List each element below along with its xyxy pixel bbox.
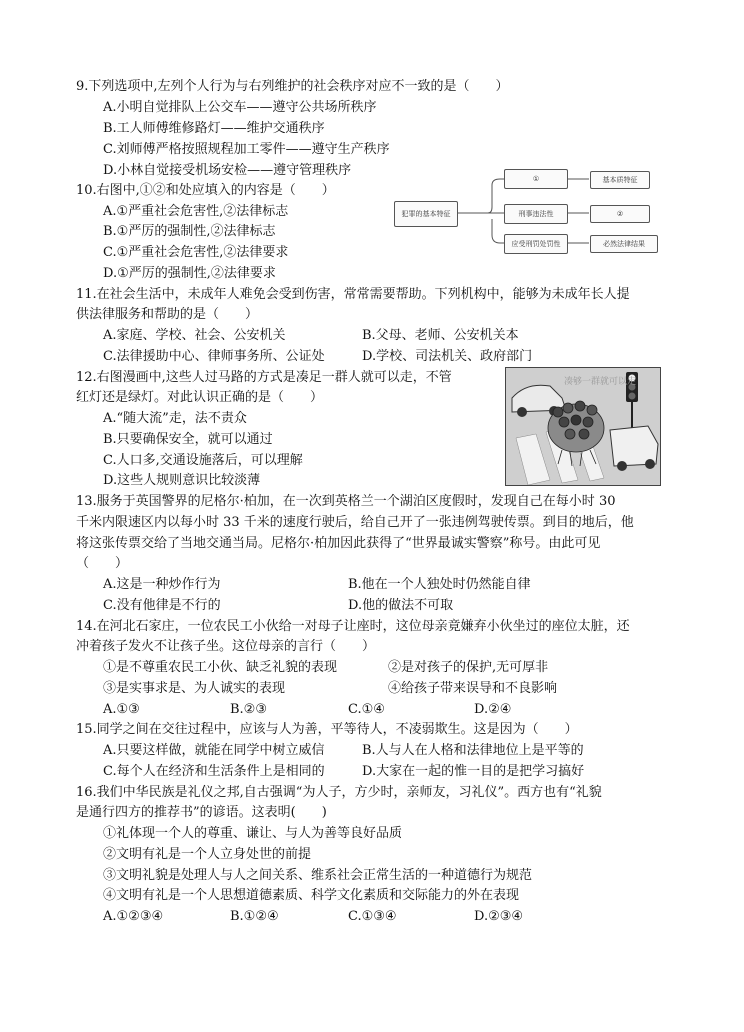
q15-option-c: C.每个人在经济和生活条件上是相同的 bbox=[103, 764, 325, 779]
q16-item-3: ③文明礼貌是处理人与人之间关系、维系社会正常生活的一种道德行为规范 bbox=[103, 868, 533, 883]
q14-item-1: ①是不尊重农民工小伙、缺乏礼貌的表现 bbox=[103, 660, 338, 675]
q12-option-c: C.人口多,交通设施落后，可以理解 bbox=[103, 453, 303, 468]
q16-item-4: ④文明有礼是一个人思想道德素质、科学文化素质和交际能力的外在表现 bbox=[103, 888, 520, 903]
q14-stem-line1: 14.在河北石家庄，一位农民工小伙给一对母子让座时，这位母亲竟嫌弃小伙坐过的座位太脏，还 bbox=[76, 619, 630, 634]
q13-option-c: C.没有他律是不行的 bbox=[103, 598, 221, 613]
diagram-result-3: 必然法律结果 bbox=[590, 235, 658, 253]
q14-option-b: B.②③ bbox=[230, 702, 267, 717]
q14-item-2: ②是对孩子的保护,无可厚非 bbox=[388, 660, 549, 675]
q9-option-d: D.小林自觉接受机场安检——遵守管理秩序 bbox=[103, 163, 352, 178]
q16-item-1: ①礼体现一个人的尊重、谦让、与人为善等良好品质 bbox=[103, 826, 403, 841]
q14-item-4: ④给孩子带来误导和不良影响 bbox=[388, 681, 558, 696]
q13-option-d: D.他的做法不可取 bbox=[348, 598, 454, 613]
q13-stem-line2: 千米内限速区内以每小时 33 千米的速度行驶后，给自己开了一张违例驾驶传票。到目的地后，他 bbox=[76, 515, 634, 530]
q11-option-d: D.学校、司法机关、政府部门 bbox=[362, 349, 533, 364]
diagram-result-1: 基本质特征 bbox=[590, 171, 650, 189]
q15-option-a: A.只要这样做，就能在同学中树立威信 bbox=[103, 743, 325, 758]
q13-option-b: B.他在一个人独处时仍然能自律 bbox=[348, 577, 531, 592]
diagram-branch-3: 应受刑罚处罚性 bbox=[504, 234, 568, 254]
q9-option-a: A.小明自觉排队上公交车——遵守公共场所秩序 bbox=[103, 100, 377, 115]
q15-option-b: B.人与人在人格和法律地位上是平等的 bbox=[362, 743, 584, 758]
q14-option-a: A.①③ bbox=[103, 702, 140, 717]
q13-stem-line3: 将这张传票交给了当地交通当局。尼格尔·柏加因此获得了“世界最诚实警察”称号。由此可见 bbox=[76, 536, 601, 551]
q11-option-c: C.法律援助中心、律师事务所、公证处 bbox=[103, 349, 325, 364]
diagram-center-box: 犯罪的基本特征 bbox=[394, 201, 458, 227]
q9-option-c: C.刘师傅严格按照规程加工零件——遵守生产秩序 bbox=[103, 142, 390, 157]
q10-option-c: C.①严重社会危害性,②法律要求 bbox=[103, 245, 289, 260]
q13-stem-line4: （ ） bbox=[76, 556, 129, 571]
q10-option-b: B.①严厉的强制性,②法律标志 bbox=[103, 224, 276, 239]
q11-stem-line2: 供法律服务和帮助的是（ ） bbox=[76, 307, 259, 322]
q11-option-a: A.家庭、学校、社会、公安机关 bbox=[103, 328, 286, 343]
q14-stem-line2: 冲着孩子发火不让孩子坐。这位母亲的言行（ ） bbox=[76, 639, 376, 654]
q16-option-c: C.①③④ bbox=[348, 909, 397, 924]
q12-stem-line2: 红灯还是绿灯。对此认识正确的是（ ） bbox=[76, 390, 324, 405]
q11-option-b: B.父母、老师、公安机关本 bbox=[362, 328, 519, 343]
q14-option-d: D.②④ bbox=[474, 702, 512, 717]
q15-stem: 15.同学之间在交往过程中，应该与人为善，平等待人，不凌弱欺生。这是因为（ ） bbox=[76, 722, 578, 737]
q16-item-2: ②文明有礼是一个人立身处世的前提 bbox=[103, 847, 312, 862]
diagram-branch-2: 刑事违法性 bbox=[504, 204, 568, 224]
q11-stem-line1: 11.在社会生活中，未成年人难免会受到伤害，常常需要帮助。下列机构中，能够为未成年长人提 bbox=[76, 287, 630, 302]
q13-option-a: A.这是一种炒作行为 bbox=[103, 577, 221, 592]
q14-option-c: C.①④ bbox=[348, 702, 385, 717]
q10-option-a: A.①严重社会危害性,②法律标志 bbox=[103, 204, 289, 219]
q16-option-a: A.①②③④ bbox=[103, 909, 164, 924]
q9-stem: 9.下列选项中,左列个人行为与右列维护的社会秩序对应不一致的是（ ） bbox=[76, 79, 509, 94]
cartoon-caption: 凑够一群就可以走 bbox=[564, 377, 637, 387]
q14-item-3: ③是实事求是、为人诚实的表现 bbox=[103, 681, 286, 696]
crime-features-diagram bbox=[388, 163, 672, 259]
q12-option-a: A.“随大流”走，法不责众 bbox=[103, 411, 247, 426]
q12-stem-line1: 12.右图漫画中,这些人过马路的方式是凑足一群人就可以走，不管 bbox=[76, 370, 452, 385]
q12-option-b: B.只要确保安全，就可以通过 bbox=[103, 432, 273, 447]
q9-option-b: B.工人师傅维修路灯——维护交通秩序 bbox=[103, 121, 325, 136]
q12-option-d: D.这些人规则意识比较淡薄 bbox=[103, 473, 261, 488]
q10-option-d: D.①严厉的强制性,②法律要求 bbox=[103, 266, 276, 281]
diagram-branch-1: ① bbox=[504, 169, 568, 189]
q16-stem-line1: 16.我们中华民族是礼仪之邦,自古强调“为人子，方少时，亲师友，习礼仪”。西方也有“礼貌 bbox=[76, 785, 602, 800]
q10-stem: 10.右图中,①②和处应填入的内容是（ ） bbox=[76, 183, 335, 198]
q13-stem-line1: 13.服务于英国警界的尼格尔·柏加，在一次到英格兰一个湖泊区度假时，发现自己在每小时 30 bbox=[76, 494, 616, 509]
crossing-cartoon bbox=[505, 367, 661, 486]
q16-stem-line2: 是通行四方的推荐书”的谚语。这表明( ) bbox=[76, 805, 327, 820]
diagram-result-2: ② bbox=[590, 205, 650, 223]
q16-option-d: D.②③④ bbox=[474, 909, 524, 924]
q16-option-b: B.①②④ bbox=[230, 909, 279, 924]
q15-option-d: D.大家在一起的惟一目的是把学习搞好 bbox=[362, 764, 585, 779]
